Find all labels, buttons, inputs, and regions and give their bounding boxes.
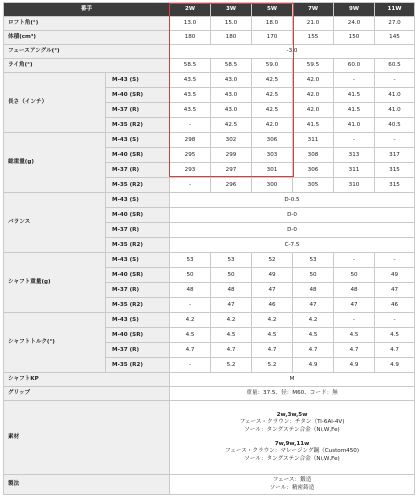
value-cell: 43.5	[170, 103, 211, 118]
value-cell: 48	[334, 283, 375, 298]
kp-label: シャフトKP	[4, 373, 170, 387]
value-cell: 180	[170, 31, 211, 45]
group-label: バランス	[4, 193, 106, 253]
material-line: ソール：タングステン合金（Ni,W,Fe)	[244, 455, 340, 462]
value-cell: 5.2	[211, 358, 252, 373]
value-cell: 43.0	[211, 88, 252, 103]
value-cell: 170	[252, 31, 293, 45]
value-cell: 18.0	[252, 17, 293, 31]
value-cell: 4.7	[252, 343, 293, 358]
value-cell: 4.5	[170, 328, 211, 343]
value-cell: 50	[170, 268, 211, 283]
shaft-label: M-37 (R)	[106, 343, 170, 358]
value-cell: 42.5	[252, 103, 293, 118]
method-label: 製法	[4, 475, 170, 495]
value-cell: 4.2	[293, 313, 334, 328]
shaft-label: M-37 (R)	[106, 223, 170, 238]
value-cell: 4.5	[211, 328, 252, 343]
value-cell: 13.0	[170, 17, 211, 31]
value-cell: 315	[375, 178, 415, 193]
group-row	[4, 193, 415, 208]
method-value	[170, 475, 415, 495]
value-cell: 4.5	[293, 328, 334, 343]
value-cell: 50	[334, 268, 375, 283]
value-cell: 317	[375, 148, 415, 163]
value-cell: 53	[293, 253, 334, 268]
value-cell: 48	[293, 283, 334, 298]
value-cell: -	[170, 178, 211, 193]
value-cell: 4.5	[334, 328, 375, 343]
value-cell: 299	[211, 148, 252, 163]
group-label: 長さ（インチ）	[4, 73, 106, 133]
spec-row	[4, 59, 415, 73]
spec-row	[4, 17, 415, 31]
value-cell: 41.0	[375, 88, 415, 103]
value-cell: 15.0	[211, 17, 252, 31]
value-cell: 310	[334, 178, 375, 193]
row-label: ロフト角(°)	[4, 17, 170, 31]
value-cell: 46	[252, 298, 293, 313]
header-club: 3W	[211, 3, 252, 17]
value-cell: 43.0	[211, 73, 252, 88]
value-cell: 4.9	[334, 358, 375, 373]
spec-row	[4, 45, 415, 59]
value-cell: 60.5	[375, 59, 415, 73]
material-row	[4, 401, 415, 475]
header-club: 9W	[334, 3, 375, 17]
material-line: 2w,3w,5w	[276, 411, 308, 418]
value-cell: 49	[375, 268, 415, 283]
value-cell: -	[334, 313, 375, 328]
row-label: ライ角(°)	[4, 59, 170, 73]
grip-row	[4, 387, 415, 401]
value-cell: 24.0	[334, 17, 375, 31]
value-cell: 4.7	[375, 343, 415, 358]
row-span-value: D-0.5	[170, 193, 415, 208]
shaft-label: M-35 (R2)	[106, 118, 170, 133]
value-cell: 296	[211, 178, 252, 193]
shaft-label: M-35 (R2)	[106, 298, 170, 313]
value-cell: 47	[252, 283, 293, 298]
value-cell: -	[170, 298, 211, 313]
value-cell: 41.5	[334, 88, 375, 103]
value-cell: 313	[334, 148, 375, 163]
value-cell: -	[334, 73, 375, 88]
header-club: 7W	[293, 3, 334, 17]
value-cell: 4.9	[293, 358, 334, 373]
value-cell: 53	[170, 253, 211, 268]
value-cell: 4.2	[252, 313, 293, 328]
row-span-value: C-7.5	[170, 238, 415, 253]
shaft-label: M-35 (R2)	[106, 238, 170, 253]
material-value	[170, 401, 415, 475]
value-cell: 4.7	[334, 343, 375, 358]
material-line: フェース・クラウン：マレージング鋼（Custom450)	[224, 448, 360, 455]
value-cell: -	[170, 358, 211, 373]
value-cell: 53	[211, 253, 252, 268]
value-cell: 47	[334, 298, 375, 313]
value-cell: 306	[252, 133, 293, 148]
material-line: ソール：タングステン合金（Ni,W,Fe)	[244, 426, 340, 433]
grip-value: 重量：37.5、径：M60、コード：無	[170, 387, 415, 401]
value-cell: 42.5	[252, 88, 293, 103]
value-cell: -	[375, 73, 415, 88]
value-cell: 42.0	[293, 103, 334, 118]
value-cell: 155	[293, 31, 334, 45]
shaft-label: M-35 (R2)	[106, 358, 170, 373]
value-cell: 50	[293, 268, 334, 283]
value-cell: 4.7	[170, 343, 211, 358]
value-cell: 42.5	[252, 73, 293, 88]
value-cell: 47	[293, 298, 334, 313]
value-cell: 4.2	[211, 313, 252, 328]
value-cell: 4.5	[375, 328, 415, 343]
value-cell: 48	[211, 283, 252, 298]
value-cell: -	[334, 133, 375, 148]
shaft-label: M-40 (SR)	[106, 268, 170, 283]
group-row	[4, 133, 415, 148]
material-line: 7w,9w,11w	[274, 440, 310, 447]
value-cell: 50	[211, 268, 252, 283]
material-line: フェース・クラウン：チタン（Ti-6Al-4V)	[239, 419, 345, 426]
value-cell: 42.0	[293, 73, 334, 88]
value-cell: 306	[293, 163, 334, 178]
value-cell: -	[375, 253, 415, 268]
value-cell: 42.5	[211, 118, 252, 133]
value-cell: 311	[334, 163, 375, 178]
value-cell: 298	[170, 133, 211, 148]
kp-row	[4, 373, 415, 387]
row-span-value: -3.0	[170, 45, 415, 59]
value-cell: 58.5	[211, 59, 252, 73]
spec-row	[4, 31, 415, 45]
value-cell: 48	[170, 283, 211, 298]
row-span-value: D-0	[170, 223, 415, 238]
value-cell: 21.0	[293, 17, 334, 31]
value-cell: 49	[252, 268, 293, 283]
value-cell: 42.0	[252, 118, 293, 133]
grip-label: グリップ	[4, 387, 170, 401]
group-label: シャフト重量(g)	[4, 253, 106, 313]
group-row	[4, 253, 415, 268]
group-label: シャフトトルク(°)	[4, 313, 106, 373]
value-cell: 4.5	[252, 328, 293, 343]
shaft-label: M-40 (SR)	[106, 148, 170, 163]
value-cell: -	[375, 133, 415, 148]
value-cell: 60.0	[334, 59, 375, 73]
value-cell: 311	[293, 133, 334, 148]
group-row	[4, 313, 415, 328]
group-row	[4, 73, 415, 88]
header-club: 2W	[170, 3, 211, 17]
group-label: 総重量(g)	[4, 133, 106, 193]
value-cell: 180	[211, 31, 252, 45]
kp-value: M	[170, 373, 415, 387]
method-line: フェース：鍛造	[272, 477, 312, 483]
value-cell: 41.0	[375, 103, 415, 118]
value-cell: 41.0	[334, 118, 375, 133]
shaft-label: M-37 (R)	[106, 103, 170, 118]
shaft-label: M-43 (S)	[106, 313, 170, 328]
value-cell: 305	[293, 178, 334, 193]
shaft-label: M-43 (S)	[106, 133, 170, 148]
shaft-label: M-40 (SR)	[106, 328, 170, 343]
row-span-value: D-0	[170, 208, 415, 223]
header-club: 5W	[252, 3, 293, 17]
shaft-label: M-37 (R)	[106, 283, 170, 298]
value-cell: 46	[375, 298, 415, 313]
row-label: 体積(cm³)	[4, 31, 170, 45]
value-cell: 4.7	[211, 343, 252, 358]
method-line: ソール：精密鋳造	[269, 484, 315, 491]
value-cell: 308	[293, 148, 334, 163]
shaft-label: M-40 (SR)	[106, 208, 170, 223]
value-cell: 301	[252, 163, 293, 178]
value-cell: 52	[252, 253, 293, 268]
header-club: 11W	[375, 3, 415, 17]
value-cell: 43.5	[170, 73, 211, 88]
value-cell: 4.9	[375, 358, 415, 373]
shaft-label: M-43 (S)	[106, 253, 170, 268]
value-cell: 41.5	[334, 103, 375, 118]
value-cell: 43.5	[170, 88, 211, 103]
value-cell: 42.0	[293, 88, 334, 103]
value-cell: 303	[252, 148, 293, 163]
value-cell: 40.5	[375, 118, 415, 133]
header-label: 番手	[4, 3, 170, 17]
value-cell: 300	[252, 178, 293, 193]
value-cell: 43.0	[211, 103, 252, 118]
value-cell: 150	[334, 31, 375, 45]
method-row	[4, 475, 415, 495]
value-cell: 4.7	[293, 343, 334, 358]
value-cell: 293	[170, 163, 211, 178]
value-cell: 145	[375, 31, 415, 45]
value-cell: 297	[211, 163, 252, 178]
material-label: 素材	[4, 401, 170, 475]
shaft-label: M-40 (SR)	[106, 88, 170, 103]
header-row	[4, 3, 415, 17]
shaft-label: M-43 (S)	[106, 193, 170, 208]
value-cell: -	[375, 313, 415, 328]
value-cell: 47	[211, 298, 252, 313]
value-cell: 315	[375, 163, 415, 178]
value-cell: 59.5	[293, 59, 334, 73]
shaft-label: M-43 (S)	[106, 73, 170, 88]
spec-table	[3, 2, 415, 495]
value-cell: 5.2	[252, 358, 293, 373]
shaft-label: M-35 (R2)	[106, 178, 170, 193]
value-cell: 27.0	[375, 17, 415, 31]
value-cell: 4.2	[170, 313, 211, 328]
value-cell: 295	[170, 148, 211, 163]
value-cell: 41.5	[293, 118, 334, 133]
row-label: フェースアングル(°)	[4, 45, 170, 59]
value-cell: 58.5	[170, 59, 211, 73]
value-cell: 59.0	[252, 59, 293, 73]
value-cell: -	[334, 253, 375, 268]
value-cell: -	[170, 118, 211, 133]
shaft-label: M-37 (R)	[106, 163, 170, 178]
value-cell: 47	[375, 283, 415, 298]
value-cell: 302	[211, 133, 252, 148]
